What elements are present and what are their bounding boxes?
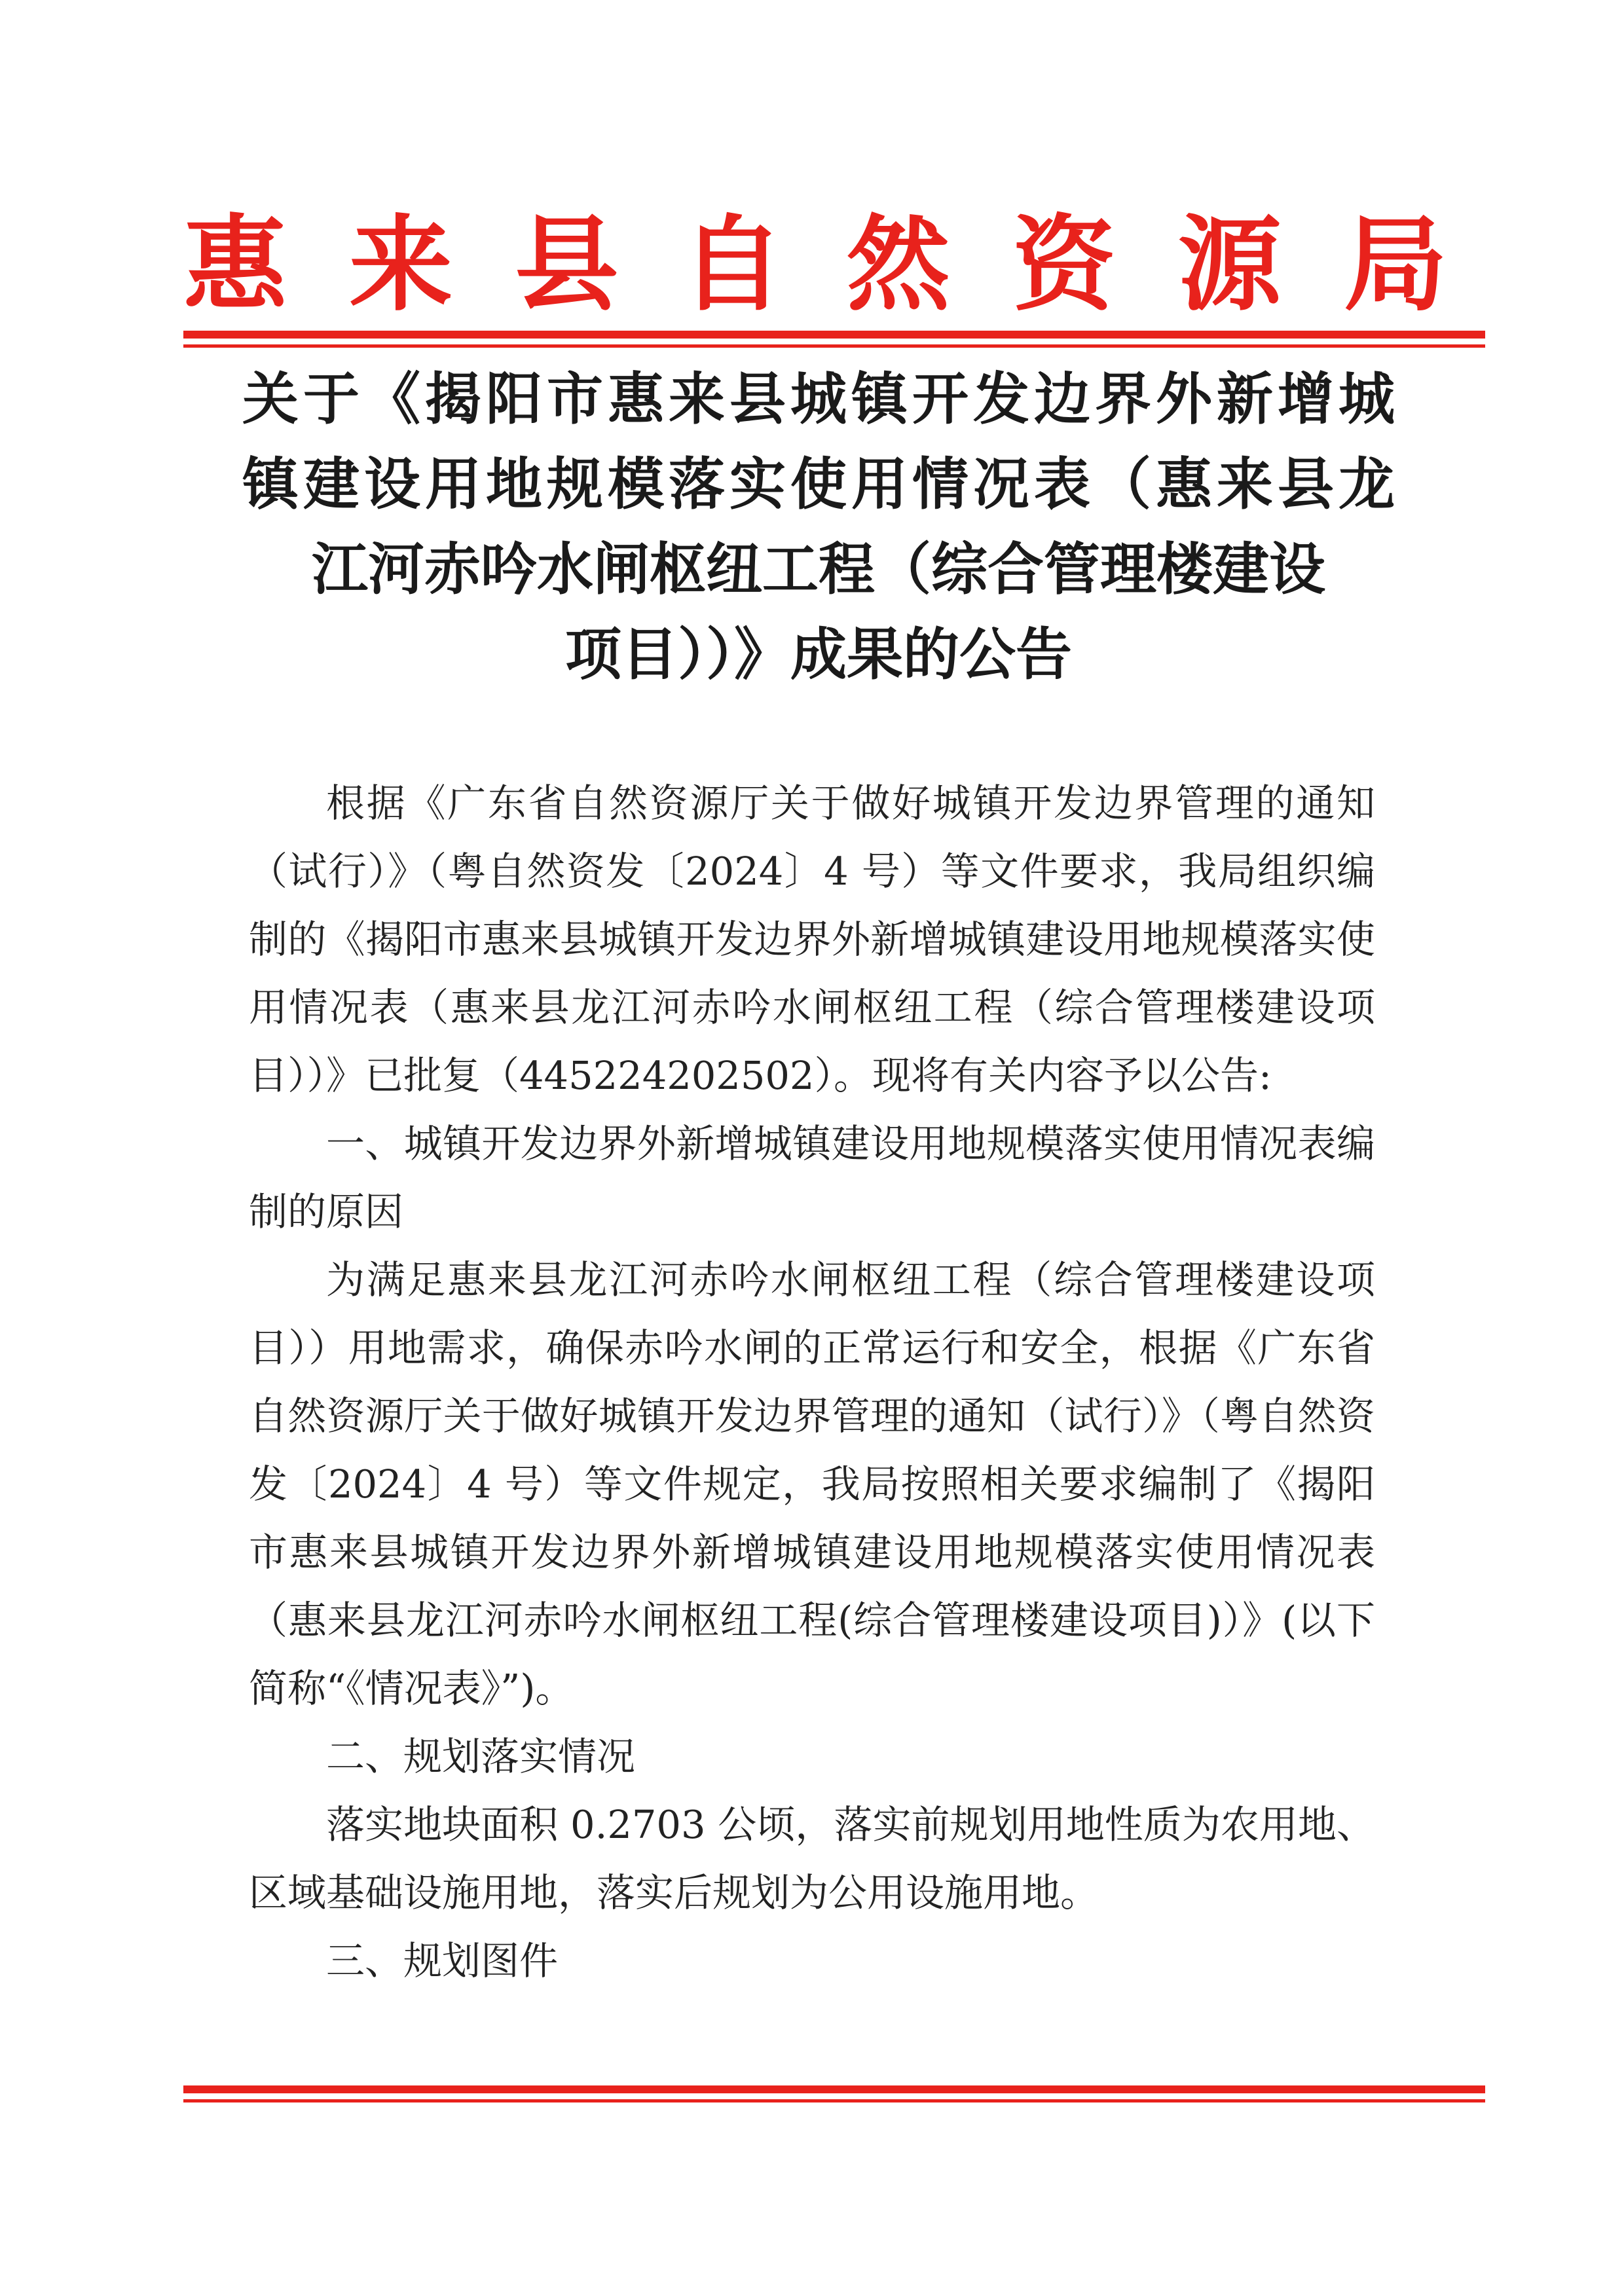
body-paragraph: 为满足惠来县龙江河赤吟水闸枢纽工程（综合管理楼建设项目））用地需求，确保赤吟水闸的正常运行和安全，根据《广东省自然资源厅关于做好城镇开发边界管理的通知（试行）》（粤自然资发〔2024〕4 号）等文件规定，我局按照相关要求编制了《揭阳市惠来县城镇开发边界外新增城镇建设用地规模落实使用情况表（惠来县龙江河赤吟水闸枢纽工程(综合管理楼建设项目)）》(以下简称“《情况表》”)。 [249,1257,1375,1711]
title-line: 镇建设用地规模落实使用情况表（惠来县龙 [242,452,1395,517]
footer-divider-thin [183,2099,1485,2102]
letterhead-char: 县 [515,204,619,325]
section-heading: 三、规划图件 [326,1938,559,1983]
title-line: 项目））》成果的公告 [565,622,1072,688]
section-heading: 二、规划落实情况 [326,1734,636,1779]
body-paragraph: 根据《广东省自然资源厅关于做好城镇开发边界管理的通知（试行）》（粤自然资发〔2024〕4 号）等文件要求，我局组织编制的《揭阳市惠来县城镇开发边界外新增城镇建设用地规模落实使用情况表（惠来县龙江河赤吟水闸枢纽工程（综合管理楼建设项目））》已批复（445224202502）。现将有关内容予以公告: [249,780,1375,1098]
letterhead-title [183,206,1447,324]
document-title [242,357,1395,697]
letterhead-char: 资 [1012,204,1116,325]
letterhead-char: 来 [349,204,453,325]
letterhead-char: 源 [1177,204,1282,325]
document-body [249,769,1375,1995]
letterhead-char: 自 [680,204,784,325]
footer-divider-thick [183,2085,1485,2093]
section-heading: 一、城镇开发边界外新增城镇建设用地规模落实使用情况表编制的原因 [249,1121,1375,1234]
body-paragraph: 落实地块面积 0.2703 公顷，落实前规划用地性质为农用地、区域基础设施用地，落实后规划为公用设施用地。 [249,1802,1375,1915]
letterhead-char: 局 [1343,204,1447,325]
letterhead-divider-thick [183,331,1485,339]
letterhead-char: 惠 [183,204,287,325]
letterhead-divider-thin [183,344,1485,348]
letterhead-char: 然 [846,204,950,325]
title-line: 江河赤吟水闸枢纽工程（综合管理楼建设 [312,537,1325,602]
title-line: 关于《揭阳市惠来县城镇开发边界外新增城 [242,367,1395,432]
